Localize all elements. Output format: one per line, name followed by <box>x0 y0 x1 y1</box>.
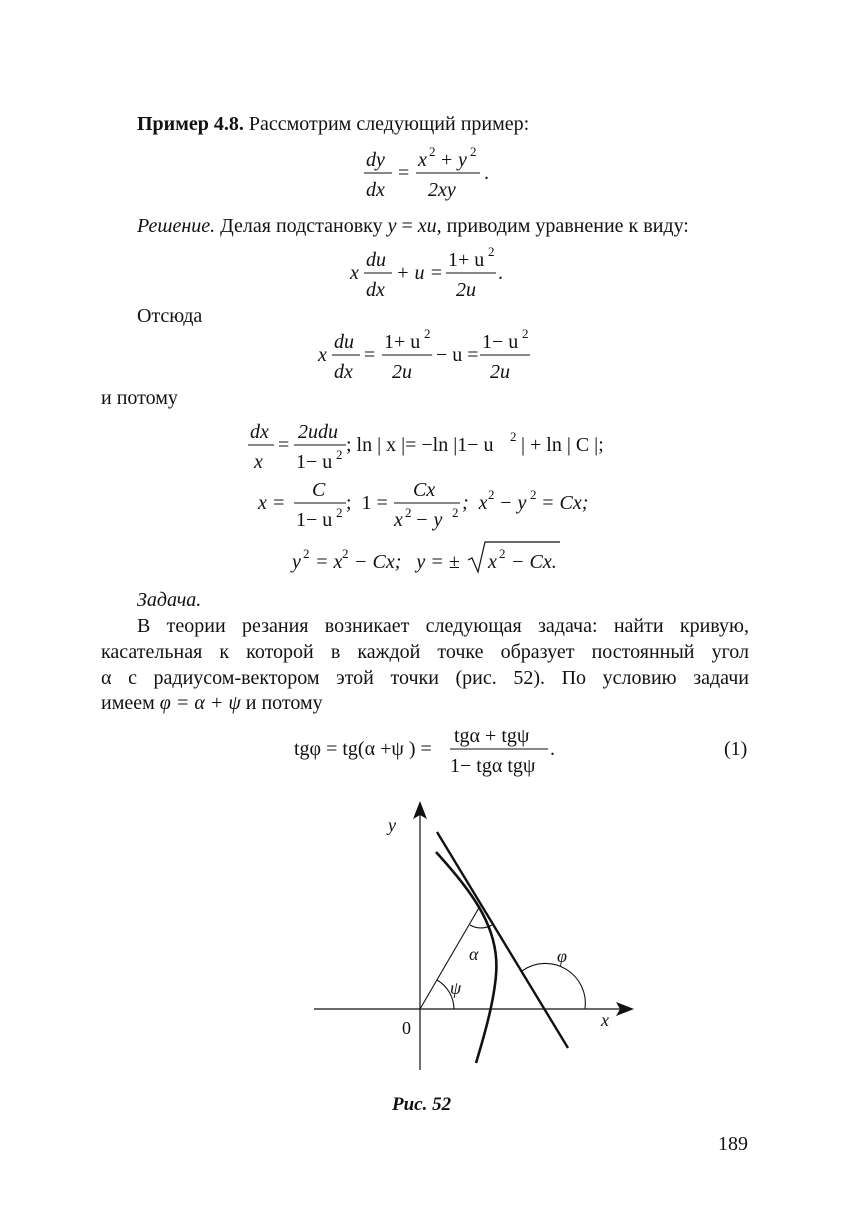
eq-main-sup2: 2 <box>470 144 477 159</box>
eq-sub-plus-u: + u = <box>396 262 443 284</box>
eq-sub-sup: 2 <box>488 244 495 259</box>
para-l4b: φ = α + ψ <box>159 692 241 714</box>
eq-c-c: − Cx; y = ± <box>349 551 460 573</box>
eq-main-rhs-y: y <box>458 149 467 171</box>
example-label: Пример 4.8. <box>137 113 244 135</box>
eq-c-b: = x <box>310 551 343 573</box>
eq-tg-end: . <box>550 738 555 760</box>
psi-label: ψ <box>450 978 462 998</box>
eq-main-sup1: 2 <box>429 144 436 159</box>
eq-c-sup1: 2 <box>303 546 310 561</box>
eq-b-x-eq: x = <box>258 492 286 514</box>
eq-ots-f1-den: 2u <box>392 361 412 383</box>
eq-ots-x: x <box>318 344 327 366</box>
eq-main-eq: = <box>398 162 410 184</box>
otsyuda-text: Отсюда <box>137 305 203 327</box>
para-line-4 <box>101 691 323 715</box>
eq-ots-sup2: 2 <box>522 326 529 341</box>
eq-a-n1: dx <box>250 421 269 443</box>
eq-b-d2b: − y <box>410 509 443 531</box>
eq-main-rhs-den: 2xy <box>428 179 456 201</box>
eq-a-rest2: | + ln | C |; <box>516 434 604 456</box>
eq-ots-den: dx <box>334 361 353 383</box>
equation-otsyuda <box>318 328 548 388</box>
x-label: x <box>601 1010 609 1030</box>
eq-ots-f1-num: 1+ u <box>384 331 421 353</box>
eq-ots-sup1: 2 <box>424 326 431 341</box>
solution-label: Решение. <box>137 215 216 237</box>
eq-c-rad-rest: − Cx. <box>506 551 557 573</box>
para-line-2: касательная к которой в каждой точке образует постоянный угол <box>101 641 749 663</box>
eq-b-sup4: 2 <box>488 487 495 502</box>
eq-ots-f2-den: 2u <box>490 361 510 383</box>
solution-subst2: xu <box>417 215 437 237</box>
para-line-3: α с радиусом-вектором этой точки (рис. 52). По условию задачи <box>101 667 749 689</box>
solution-text-a: Делая подстановку <box>215 215 388 237</box>
eq-ots-eq1: = <box>364 344 376 366</box>
example-text: Рассмотрим следующий пример: <box>243 113 530 135</box>
eq-c-rad-x: x <box>488 551 497 573</box>
equation-b <box>258 476 618 536</box>
solution-line <box>137 214 689 238</box>
alpha-label: α <box>469 944 479 964</box>
y-label: y <box>388 815 396 835</box>
eq-tg-lhs: tgφ = tg(α +ψ ) = <box>294 738 432 760</box>
curve <box>436 852 496 1063</box>
equation-a <box>246 418 626 478</box>
equation-main <box>360 146 510 206</box>
eq-main-rhs-x: x <box>418 149 427 171</box>
example-heading <box>137 112 529 136</box>
eq-b-sup1: 2 <box>336 505 343 520</box>
para-line-1: В теории резания возникает следующая задача: найти кривую, <box>137 615 749 637</box>
eq-b-n1: C <box>312 479 326 501</box>
eq-a-sup2: 2 <box>510 429 517 444</box>
phi-label: φ <box>557 946 567 966</box>
tangent-line <box>437 832 568 1048</box>
eq-b-sup2: 2 <box>405 505 412 520</box>
eq-main-den: dx <box>366 179 385 201</box>
equation-tg <box>294 722 754 782</box>
eq-main-plus: + <box>436 149 458 171</box>
eq-tg-number: (1) <box>724 738 748 760</box>
eq-sub-x: x <box>350 262 359 284</box>
eq-c-sup2: 2 <box>342 546 349 561</box>
eq-sub-num: du <box>366 249 386 271</box>
solution-eqsign: = <box>396 215 418 237</box>
eq-b-n2: Cx <box>413 479 436 501</box>
para-l4a: имеем <box>101 692 160 714</box>
eq-sub-den: dx <box>366 279 385 301</box>
zadacha-heading: Задача. <box>137 589 202 611</box>
eq-b-sup5: 2 <box>530 487 537 502</box>
eq-b-rest: − y <box>494 492 527 514</box>
eq-main-num: dy <box>366 149 385 171</box>
eq-b-semi1: ; 1 = <box>346 492 388 514</box>
eq-a-d2: 1− u <box>296 451 333 473</box>
eq-b-sup3: 2 <box>452 505 459 520</box>
eq-b-d1: 1− u <box>296 509 333 531</box>
para-l4c: и потому <box>240 692 323 714</box>
figure-52 <box>300 795 650 1090</box>
eq-a-n2: 2udu <box>298 421 338 443</box>
solution-subst: y <box>387 215 397 237</box>
eq-main-end: . <box>484 162 489 184</box>
eq-sub-end: . <box>498 262 503 284</box>
eq-b-d2a: x <box>394 509 403 531</box>
eq-a-sup1: 2 <box>336 447 343 462</box>
eq-c-sup3: 2 <box>499 546 506 561</box>
eq-ots-num: du <box>334 331 354 353</box>
origin-label: 0 <box>402 1018 411 1038</box>
eq-ots-f2-num: 1− u <box>482 331 519 353</box>
eq-b-rest2: = Cx; <box>536 492 589 514</box>
eq-sub-rhs-den: 2u <box>456 279 476 301</box>
eq-sub-rhs-num: 1+ u <box>448 249 485 271</box>
eq-a-rest: ; ln | x |= −ln |1− u <box>346 434 494 456</box>
eq-a-d1: x <box>254 451 263 473</box>
equation-substitution <box>350 246 520 306</box>
solution-text-b: , приводим уравнение к виду: <box>436 215 689 237</box>
eq-b-semi2: ; x <box>462 492 488 514</box>
eq-ots-minus-u: − u = <box>436 344 479 366</box>
i-potomu-text: и потому <box>101 387 178 409</box>
eq-tg-den: 1− tgα tgψ <box>450 755 536 777</box>
equation-c <box>292 538 592 578</box>
eq-c-a: y <box>292 551 301 573</box>
figure-caption: Рис. 52 <box>392 1094 452 1115</box>
eq-tg-num: tgα + tgψ <box>454 725 530 747</box>
eq-a-eq: = <box>278 434 290 456</box>
page-number: 189 <box>718 1133 748 1155</box>
